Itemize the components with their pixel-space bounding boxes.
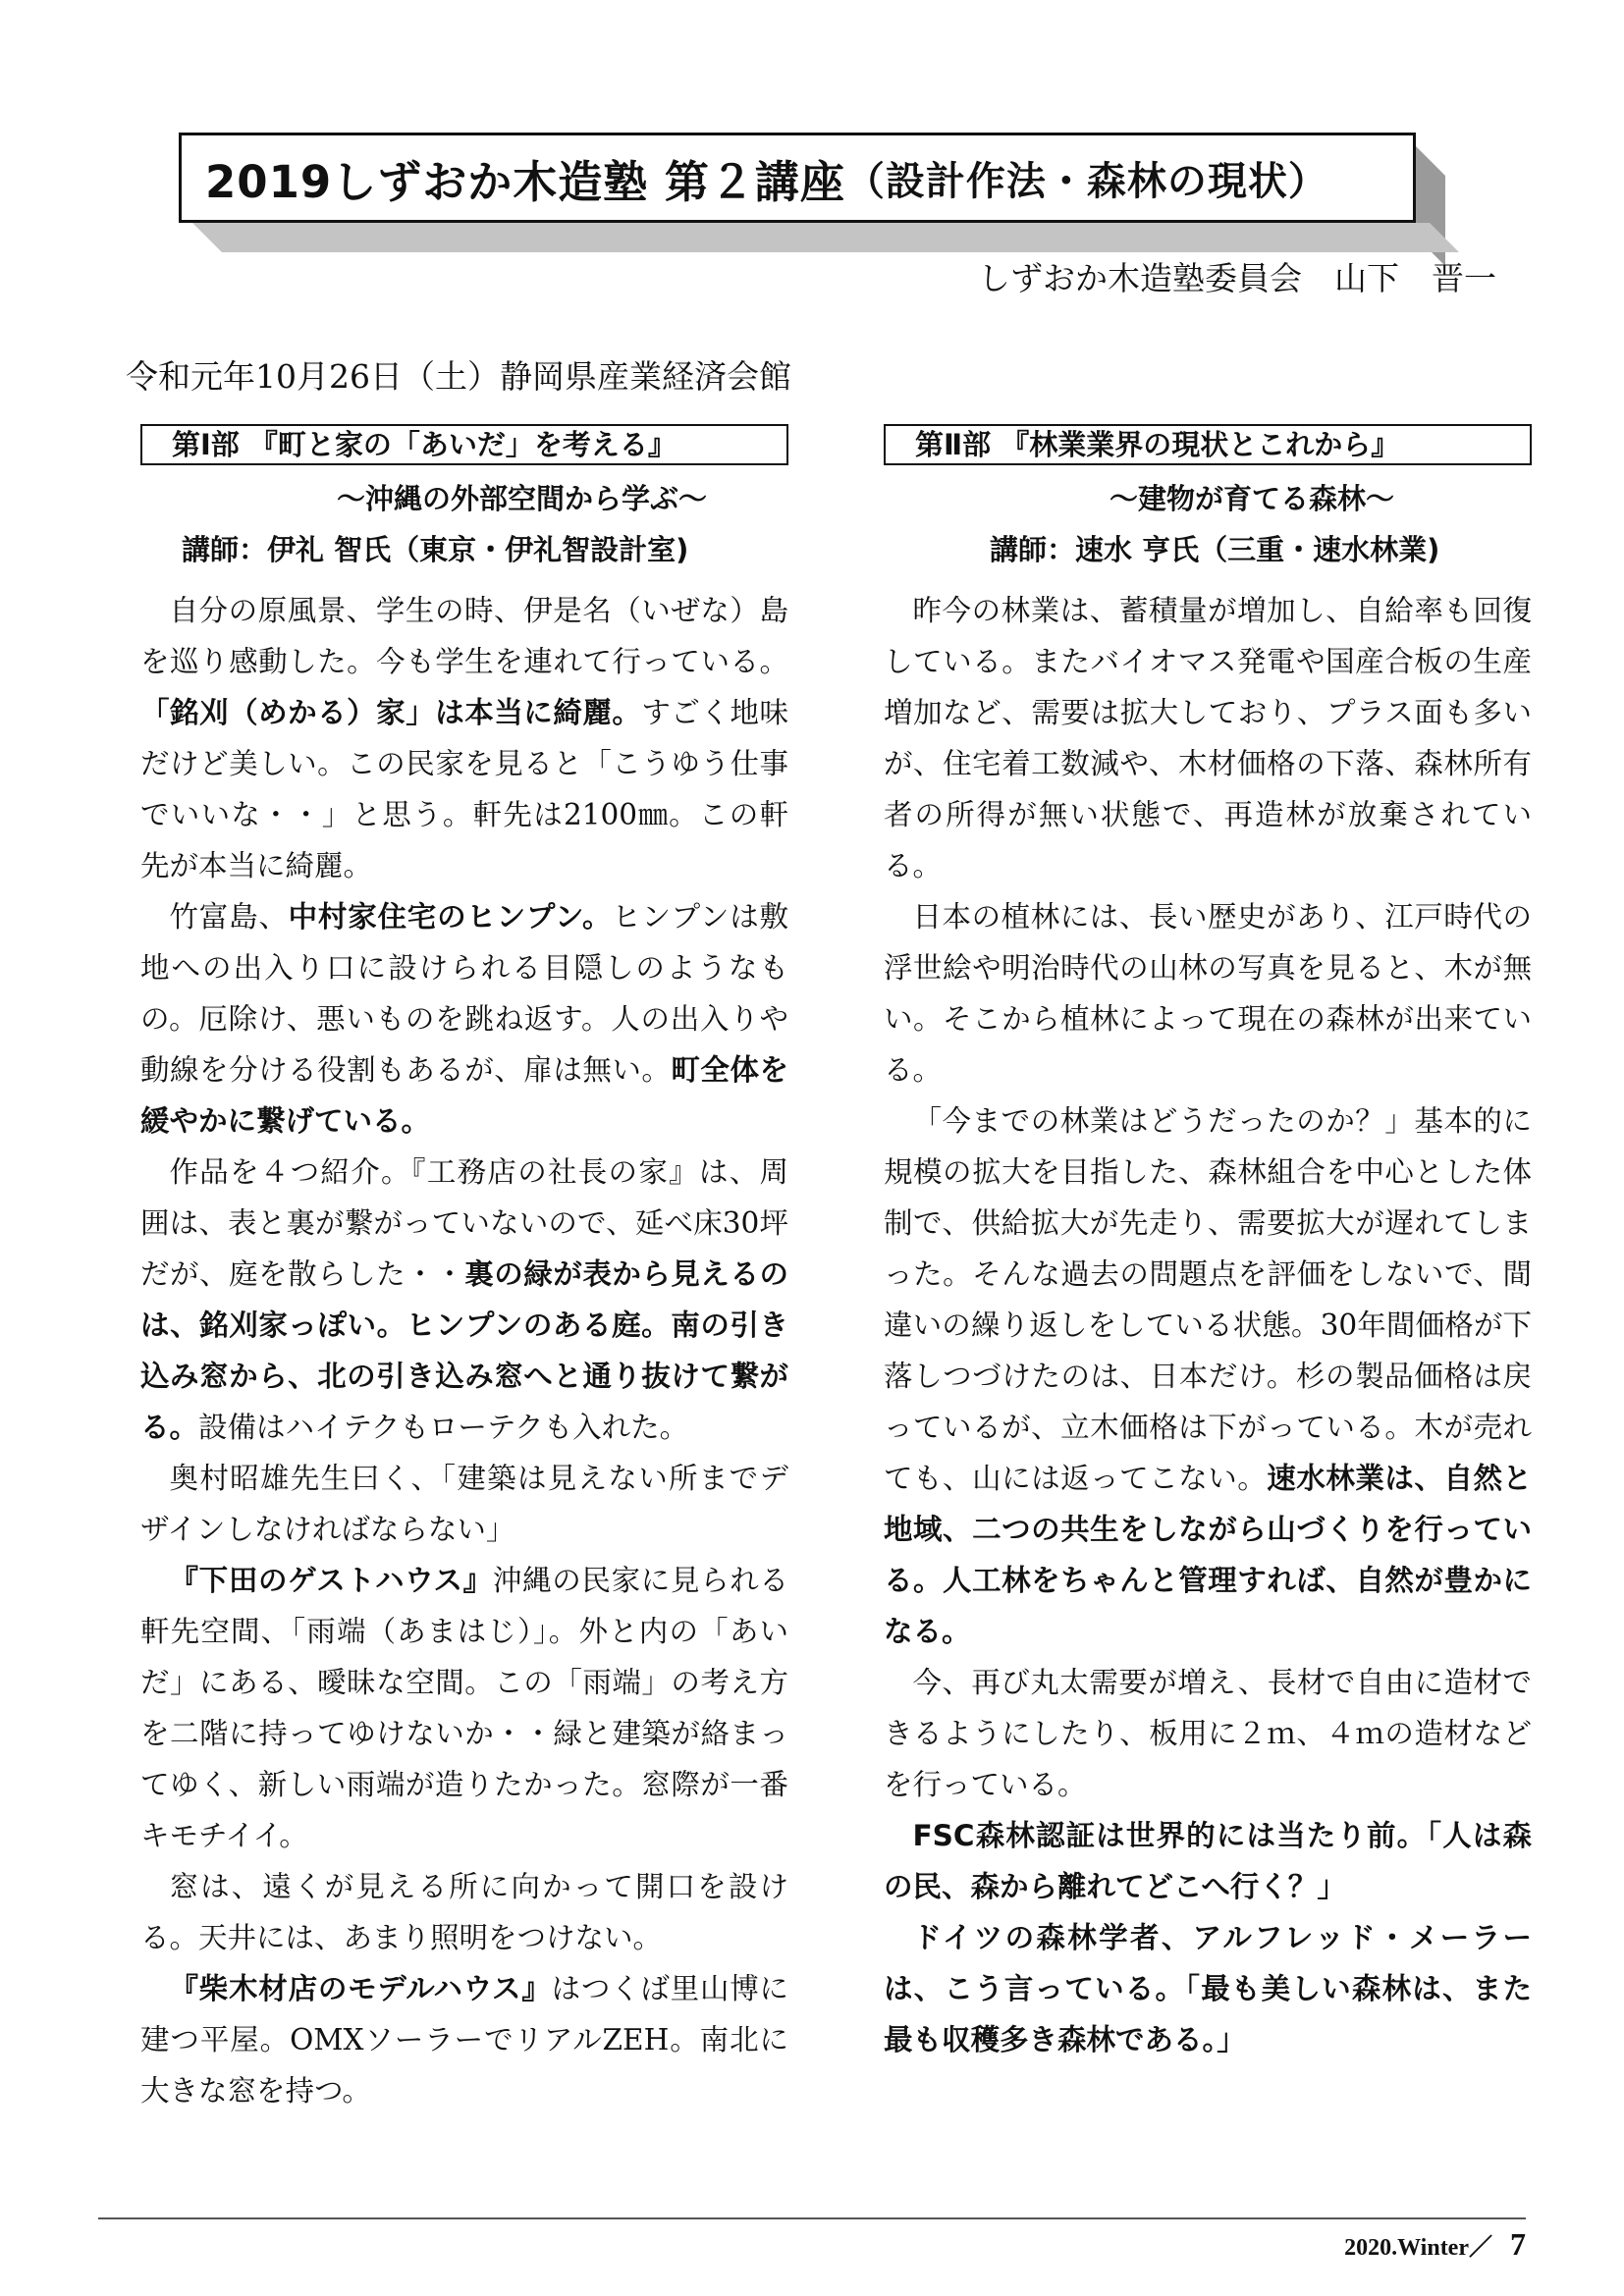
body-text: 窓は、遠くが見える所に向かって開口を設ける。天井には、あまり照明をつけない。: [140, 1870, 788, 1954]
body-text: 奥村昭雄先生曰く、「建築は見えない所までデザインしなければならない」: [140, 1462, 788, 1546]
part2-column: [884, 424, 1532, 2065]
body-text: ヒンプンは敷地への出入り口に設けられる目隠しのようなもの。厄除け、悪いものを跳ね返す。人の出入りや動線を分ける役割もあるが、扉は無い。: [140, 900, 788, 1087]
part1-column: [140, 424, 788, 2116]
body-text: 昨今の林業は、蓄積量が増加し、自給率も回復している。またバイオマス発電や国産合板の生産増加など、需要は拡大しており、プラス面も多いが、住宅着工数減や、木材価格の下落、森林所有者の所得が無い状態で、再造林が放棄されている。: [884, 594, 1532, 882]
body-text: はつくば里山博に建つ平屋。OMXソーラーでリアルZEH。南北に大きな窓を持つ。: [140, 1972, 788, 2108]
body-paragraph: [140, 1963, 788, 2116]
emphasis-text: 裏の緑が表から見えるのは、銘刈家っぽい。ヒンプンのある庭。南の引き込み窓から、北の引き込み窓へと通り抜けて繋がる。: [140, 1257, 788, 1444]
part1-subtitle: ～沖縄の外部空間から学ぶ～: [337, 482, 708, 515]
body-text: 設備はハイテクもローテクも入れた。: [198, 1411, 689, 1444]
body-text: 「今までの林業はどうだったのか？」基本的に規模の拡大を目指した、森林組合を中心とした体制で、供給拡大が先走り、需要拡大が遅れてしまった。そんな過去の問題点を評価をしないで、間違いの繰り返しをしている状態。30年間価格が下落しつづけたのは、日本だけ。杉の製品価格は戻っているが、立木価格は下がっている。木が売れても、山には返ってこない。: [884, 1104, 1532, 1495]
title-shadow-bottom: [192, 223, 1459, 252]
article-title: [179, 133, 1416, 223]
body-text: 自分の原風景、学生の時、伊是名（いぜな）島を巡り感動した。今も学生を連れて行っている。: [140, 594, 788, 678]
emphasis-text: 速水林業は、自然と地域、二つの共生をしながら山づくりを行っている。人工林をちゃんと管理すれば、自然が豊かになる。: [884, 1462, 1532, 1648]
body-paragraph: [884, 585, 1532, 891]
emphasis-text: 中村家住宅のヒンプン。: [288, 900, 613, 934]
body-paragraph: [884, 891, 1532, 1095]
title-main: 2019しずおか木造塾 第２講座: [205, 155, 845, 208]
body-paragraph: [140, 891, 788, 1147]
emphasis-text: 『柴木材店のモデルハウス』: [169, 1972, 552, 2005]
body-paragraph: [140, 1453, 788, 1555]
body-paragraph: [140, 1861, 788, 1963]
emphasis-text: 「銘刈（めかる）家」は本当に綺麗。: [140, 696, 642, 729]
author-line: しずおか木造塾委員会 山下 晋一: [978, 259, 1496, 297]
body-text: すごく地味だけど美しい。この民家を見ると「こうゆう仕事でいいな・・」と思う。軒先は2100㎜。この軒先が本当に綺麗。: [140, 696, 788, 882]
title-frame: [179, 133, 1416, 223]
body-paragraph: [140, 1555, 788, 1861]
body-text: 今、再び丸太需要が増え、長材で自由に造材できるようにしたり、板用に２ｍ、４ｍの造材などを行っている。: [884, 1666, 1532, 1801]
body-paragraph: [884, 1095, 1532, 1657]
emphasis-text: FSC森林認証は世界的には当たり前。「人は森の民、森から離れてどこへ行く？」: [884, 1819, 1532, 1903]
body-text: 日本の植林には、長い歴史があり、江戸時代の浮世絵や明治時代の山林の写真を見ると、木が無い。そこから植林によって現在の森林が出来ている。: [884, 900, 1532, 1087]
body-paragraph: [140, 585, 788, 891]
body-text: 沖縄の民家に見られる軒先空間、「雨端（あまはじ）」。外と内の「あいだ」にある、曖昧な空間。この「雨端」の考え方を二階に持ってゆけないか・・緑と建築が絡まってゆく、新しい雨端が造りたかった。窓際が一番キモチイイ。: [140, 1564, 788, 1852]
part2-body: [884, 585, 1532, 2065]
part1-heading: 第Ⅰ部 『町と家の「あいだ」を考える』: [140, 424, 788, 465]
body-paragraph: [140, 1147, 788, 1453]
footer-rule: [98, 2217, 1526, 2219]
body-text: 竹富島、: [169, 900, 289, 934]
event-date-venue: 令和元年10月26日（土）静岡県産業経済会館: [126, 357, 791, 396]
page-number: 7: [1510, 2226, 1526, 2262]
body-text: 作品を４つ紹介。『工務店の社長の家』は、周囲は、表と裏が繋がっていないので、延べ床30坪だが、庭を散らした・・: [140, 1155, 788, 1291]
part1-lecturer: 講師：伊礼 智氏（東京・伊礼智設計室): [182, 533, 689, 566]
body-paragraph: [884, 1912, 1532, 2065]
part1-body: [140, 585, 788, 2116]
part2-heading: 第Ⅱ部 『林業業界の現状とこれから』: [884, 424, 1532, 465]
emphasis-text: 町全体を緩やかに繋げている。: [140, 1053, 788, 1138]
body-paragraph: [884, 1657, 1532, 1810]
title-subtitle: （設計作法・森林の現状）: [844, 158, 1328, 204]
emphasis-text: 『下田のゲストハウス』: [169, 1564, 493, 1597]
part2-lecturer: 講師：速水 亨氏（三重・速水林業): [990, 533, 1440, 566]
part2-subtitle: ～建物が育てる森林～: [1110, 482, 1395, 515]
issue-label: 2020.Winter／: [1344, 2235, 1492, 2261]
page-footer: [1344, 2226, 1526, 2263]
emphasis-text: ドイツの森林学者、アルフレッド・メーラーは、こう言っている。「最も美しい森林は、また最も収穫多き森林である。」: [884, 1921, 1532, 2056]
body-paragraph: [884, 1810, 1532, 1912]
